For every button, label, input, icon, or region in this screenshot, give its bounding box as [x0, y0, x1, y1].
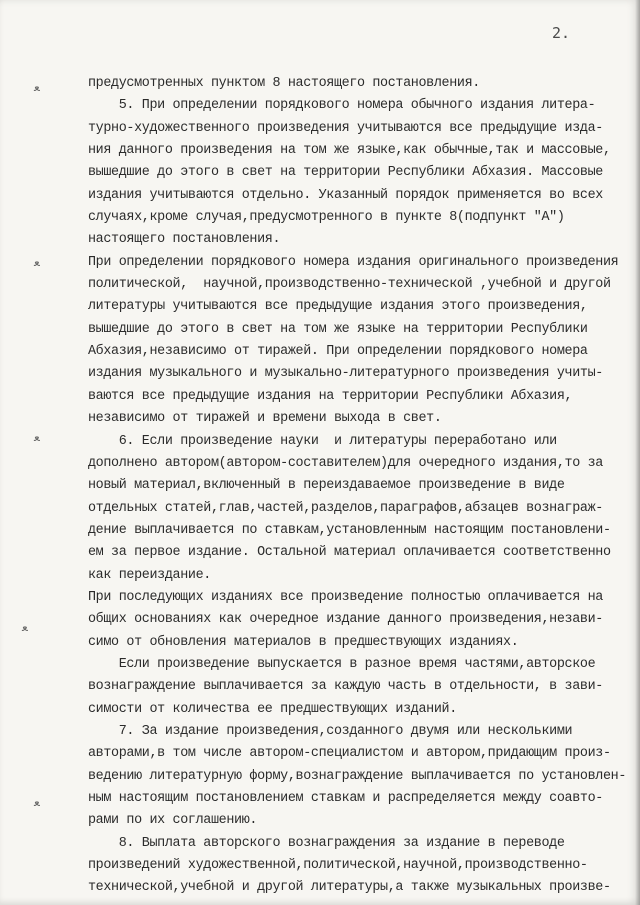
- margin-mark-1: ﻌ: [34, 80, 40, 94]
- text-line: ваются все предыдущие издания на территории Республики Абхазия,: [88, 388, 573, 404]
- text-line: При определении порядкового номера издания оригинального произведения: [88, 254, 619, 270]
- text-line: симо от обновления материалов в предшествующих изданиях.: [88, 634, 519, 650]
- text-line: как переиздание.: [88, 567, 211, 583]
- text-line: рами по их соглашению.: [88, 813, 258, 829]
- text-line: 6. Если произведение науки и литературы переработано или: [88, 433, 557, 449]
- text-line: дение выплачивается по ставкам,установленным настоящим постановлени-: [88, 522, 611, 538]
- text-line: ведению литературную форму,вознаграждение выплачивается по установлен-: [88, 768, 626, 784]
- text-line: ния данного произведения на том же языке,как обычные,так и массовые,: [88, 143, 611, 159]
- text-line: новый материал,включенный в переиздаваемое произведение в виде: [88, 478, 565, 494]
- text-line: Если произведение выпускается в разное время частями,авторское: [88, 656, 596, 672]
- text-line: ным настоящим постановлением ставкам и распределяется между соавто-: [88, 791, 603, 806]
- text-line: случаях,кроме случая,предусмотренного в пункте 8(подпункт "А"): [88, 210, 565, 226]
- text-line: дополнено автором(автором-составителем)для очередного издания,то за: [88, 455, 603, 471]
- text-line: ем за первое издание. Остальной материал оплачивается соответственно: [88, 545, 611, 561]
- text-line: 7. За издание произведения,созданного двумя или несколькими: [88, 723, 573, 739]
- text-line: При последующих изданиях все произведение полностью оплачивается на: [88, 589, 603, 605]
- text-line: авторами,в том числе автором-специалистом и автором,придающим произ-: [88, 746, 611, 762]
- text-line: 5. При определении порядкового номера обычного издания литера-: [88, 98, 596, 114]
- text-line: произведений художественной,политической,научной,производственно-: [88, 858, 588, 874]
- text-line: предусмотренных пунктом 8 настоящего постановления.: [88, 76, 480, 91]
- text-line: вышедшие до этого в свет на территории Республики Абхазия. Массовые: [88, 165, 603, 181]
- text-line: турно-художественного произведения учитываются все предыдущие изда-: [88, 120, 603, 136]
- margin-mark-5: ﻌ: [34, 795, 40, 809]
- text-line: отдельных статей,глав,частей,разделов,параграфов,абзацев вознаграж-: [88, 500, 603, 516]
- margin-mark-4: ﻌ: [22, 620, 28, 634]
- text-line: 8. Выплата авторского вознаграждения за издание в переводе: [88, 835, 565, 851]
- text-line: литературы учитываются все предыдущие издания этого произведения,: [88, 299, 588, 315]
- text-line: независимо от тиражей и времени выхода в свет.: [88, 411, 442, 427]
- text-line: симости от количества ее предшествующих изданий.: [88, 701, 457, 717]
- text-line: политической, научной,производственно-технической ,учебной и другой: [88, 277, 611, 293]
- text-line: издания учитываются отдельно. Указанный порядок применяется во всех: [88, 187, 603, 203]
- margin-mark-3: ﻌ: [34, 430, 40, 444]
- page-number: 2.: [552, 24, 571, 42]
- text-line: общих основаниях как очередное издание данного произведения,незави-: [88, 612, 603, 628]
- text-line: Абхазия,независимо от тиражей. При определении порядкового номера: [88, 344, 588, 360]
- text-line: настоящего постановления.: [88, 232, 281, 248]
- text-line: технической,учебной и другой литературы,а также музыкальных произве-: [88, 880, 611, 896]
- document-body: [88, 73, 636, 900]
- margin-mark-2: ﻌ: [34, 255, 40, 269]
- text-line: вознаграждение выплачивается за каждую часть в отдельности, в зави-: [88, 679, 603, 695]
- text-line: вышедшие до этого в свет на том же языке на территории Республики: [88, 321, 588, 337]
- text-line: издания музыкального и музыкально-литературного произведения учиты-: [88, 366, 603, 382]
